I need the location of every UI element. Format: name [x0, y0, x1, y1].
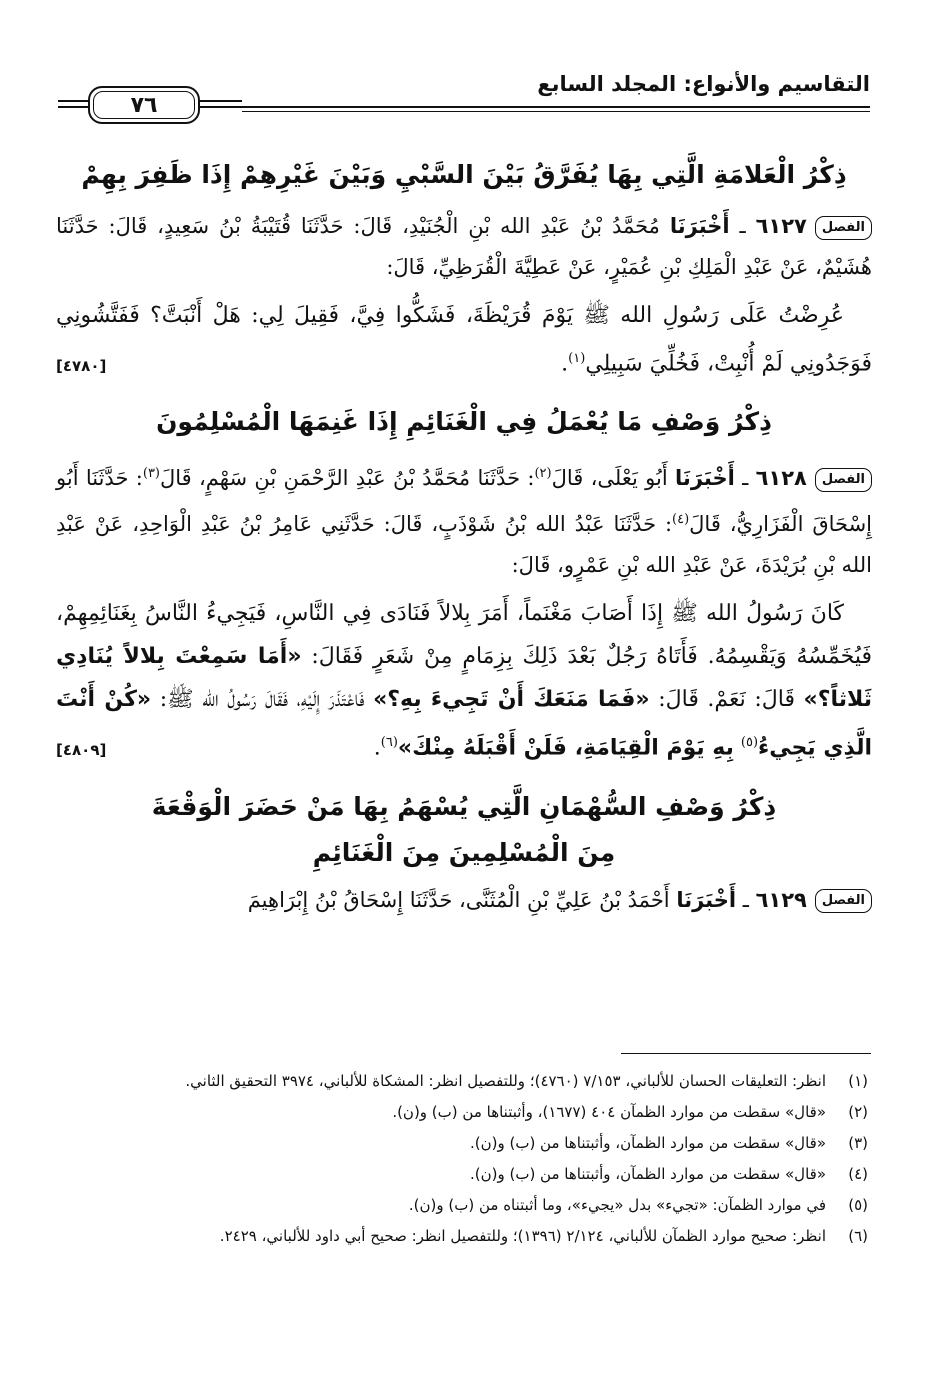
prophet-quote: بِهِ يَوْمَ الْقِيَامَةِ، فَلَنْ أَقْبَلَهُ مِنْكَ»: [397, 735, 734, 761]
footnote: [56, 1128, 868, 1159]
isnad-text: مُحَمَّدُ بْنُ عَبْدِ الله بْنِ الْجُنَيْدِ، قَالَ: حَدَّثَنَا قُتَيْبَةُ بْنُ سَعِيدٍ، قَالَ: حَدَّثَنَا هُشَيْمٌ، عَنْ عَبْدِ الْمَلِكِ بْنِ عُمَيْرٍ، عَنْ عَطِيَّةَ الْقُرَظِيِّ، قَالَ:: [56, 214, 872, 279]
footnote-text: «قال» سقطت من موارد الظمآن، وأثبتناها من (ب) و(ن).: [469, 1134, 826, 1152]
matn-end: .: [561, 351, 569, 377]
matn-text: قَالَ: نَعَمْ. قَالَ:: [658, 687, 795, 713]
hadith-matn: [56, 294, 872, 385]
footnote-marker: (٤): [672, 512, 690, 528]
fasl-badge: الفصل: [815, 889, 872, 913]
header-rule: [242, 111, 870, 112]
footnote-number: (٤): [848, 1165, 868, 1183]
footnotes: [56, 1066, 868, 1252]
footnote-text: «قال» سقطت من موارد الظمآن ٤٠٤ (١٦٧٧)، وأثبتناها من (ب) و(ن).: [392, 1103, 826, 1121]
section-heading-line: مِنَ الْمُسْلِمِينَ مِنَ الْغَنَائِمِ: [312, 837, 616, 867]
page-number: ٧٦: [130, 92, 158, 118]
matn-end: .: [373, 735, 381, 761]
footnote: [56, 1066, 868, 1097]
running-title: التقاسيم والأنواع: المجلد السابع: [537, 72, 870, 96]
footnote-text: انظر: التعليقات الحسان للألباني، ٧/١٥٣ (٤٧٦٠)؛ وللتفصيل انظر: المشكاة للألباني، ٣٩٧٤ التحقيق الثاني.: [185, 1072, 826, 1090]
page-number-frame: [88, 86, 200, 124]
isnad-text: : حَدَّثَنَا عَبْدُ الله بْنُ شَوْذَبٍ، قَالَ: حَدَّثَنِي عَامِرُ بْنُ عَبْدِ الْوَاحِدِ، عَنْ عَبْدِ الله بْنِ بُرَيْدَةَ، عَنْ عَبْدِ الله بْنِ عَمْرٍو، قَالَ:: [56, 512, 872, 578]
footnote-marker: (٣): [142, 466, 160, 482]
page-number-ornament-line: [58, 106, 88, 108]
footnote-marker: (٥): [740, 735, 759, 751]
akhbarana-label: أَخْبَرَنَا: [669, 214, 730, 238]
footnote-separator: [621, 1053, 871, 1054]
footnote-number: (٦): [848, 1227, 868, 1245]
prophet-quote: «فَمَا مَنَعَكَ أَنْ تَجِيءَ بِهِ؟»: [373, 687, 650, 713]
isnad-text: : حَدَّثَنَا أَبُو إِسْحَاقَ الْفَزَارِيُّ، قَالَ: [56, 466, 872, 537]
hadith-number: ٦١٢٧: [755, 214, 807, 238]
prophet-quote: «كُنْ أَنْتَ الَّذِي يَجِيءُ: [56, 687, 872, 761]
page-number-ornament-line: [200, 106, 242, 108]
hadith-number: ٦١٢٨: [755, 466, 807, 491]
footnote: [56, 1190, 868, 1221]
matn-text: عُرِضْتُ عَلَى رَسُولِ الله ﷺ يَوْمَ قُرَيْظَةَ، فَشَكُّوا فِيَّ، فَقِيلَ لِي: هَلْ أَنْبَتَّ؟ فَفَتَّشُونِي فَوَجَدُونِي لَمْ أُنْبِتْ، فَخُلِّيَ سَبِيلِي: [56, 303, 872, 377]
section-heading-line: ذِكْرُ وَصْفِ السُّهْمَانِ الَّتِي يُسْهَمُ بِهَا مَنْ حَضَرَ الْوَقْعَةَ: [151, 791, 777, 821]
section-heading: ذِكْرُ وَصْفِ مَا يُعْمَلُ فِي الْغَنَائِمِ إِذَا غَنِمَهَا الْمُسْلِمُونَ: [156, 407, 772, 437]
footnote-number: (٣): [848, 1134, 868, 1152]
header-rule: [242, 106, 870, 108]
footnote-number: (٢): [848, 1103, 868, 1121]
page-number-ornament-line: [200, 100, 242, 102]
page-number-ornament-line: [58, 100, 88, 102]
hadith-reference: [٤٧٨٠]: [56, 357, 107, 375]
footnote-marker: (٢): [534, 466, 552, 482]
main-text: [56, 148, 872, 927]
matn-text: كَانَ رَسُولُ الله ﷺ إِذَا أَصَابَ مَغْنَماً، أَمَرَ بِلالاً فَنَادَى فِي النَّاسِ، فَيَجِيءُ النَّاسُ بِغَنَائِمِهِمْ، فَيُخَمِّسُهُ وَيَقْسِمُهُ. فَأَتَاهُ رَجُلٌ بَعْدَ ذَلِكَ بِزِمَامٍ مِنْ شَعَرٍ فَقَالَ:: [56, 601, 872, 670]
hadith-isnad: الفصل٦١٢٩ ـ أَخْبَرَنَا أَحْمَدُ بْنُ عَلِيِّ بْنِ الْمُثَنَّى، حَدَّثَنَا إِسْحَاقُ بْنُ إِبْرَاهِيمَ: [56, 880, 872, 921]
footnote-number: (٥): [848, 1196, 868, 1214]
footnote: [56, 1221, 868, 1252]
matn-text: فَاعْتَذَرَ إِلَيْهِ، فَقَالَ رَسُولُ الله ﷺ:: [159, 687, 365, 713]
section-heading: [56, 784, 872, 876]
section-heading: ذِكْرُ الْعَلامَةِ الَّتِي بِهَا يُفَرَّقُ بَيْنَ السَّبْيِ وَبَيْنَ غَيْرِهِمْ إِذَا ظَفِرَ بِهِمْ: [81, 160, 847, 189]
isnad-text: أَحْمَدُ بْنُ عَلِيِّ بْنِ الْمُثَنَّى، حَدَّثَنَا إِسْحَاقُ بْنُ إِبْرَاهِيمَ: [247, 887, 670, 912]
akhbarana-label: أَخْبَرَنَا: [675, 466, 735, 491]
hadith-number: ٦١٢٩: [755, 887, 807, 912]
footnote-number: (١): [848, 1072, 868, 1090]
footnote: [56, 1159, 868, 1190]
isnad-text: أَبُو يَعْلَى، قَالَ: [551, 466, 668, 491]
page-header: [58, 62, 870, 128]
footnote-marker: (٦): [380, 735, 398, 751]
footnote-marker: (١): [568, 351, 586, 366]
prophet-quote: «أَمَا سَمِعْتَ بِلالاً يُنَادِي ثَلاثاً؟»: [56, 644, 873, 713]
isnad-text: : حَدَّثَنَا مُحَمَّدُ بْنُ عَبْدِ الرَّحْمَنِ بْنِ سَهْمٍ، قَالَ: [160, 466, 535, 491]
footnote-text: في موارد الظمآن: «تجيء» بدل «يجيء»، وما أثبتناه من (ب) و(ن).: [408, 1196, 826, 1214]
fasl-badge: الفصل: [815, 468, 872, 492]
hadith-reference: [٤٨٠٩]: [56, 741, 107, 760]
footnote: [56, 1097, 868, 1128]
hadith-matn: [56, 592, 872, 769]
footnote-text: انظر: صحيح موارد الظمآن للألباني، ٢/١٢٤ (١٣٩٦)؛ وللتفصيل انظر: صحيح أبي داود للألباني، ٢٤٢٩.: [219, 1227, 826, 1245]
akhbarana-label: أَخْبَرَنَا: [676, 887, 737, 912]
hadith-isnad: الفصل٦١٢٨ ـ أَخْبَرَنَا أَبُو يَعْلَى، قَالَ$^{(٢)}$: حَدَّثَنَا مُحَمَّدُ بْنُ عَبْدِ الرَّحْمَنِ بْنِ سَهْمٍ، قَالَ$^{(٣)}$: حَدَّثَنَا أَبُو إِسْحَاقَ الْفَزَارِيُّ، قَالَ$^{(٤)}$: حَدَّثَنَا عَبْدُ الله بْنُ شَوْذَبٍ، قَالَ: حَدَّثَنِي عَامِرُ بْنُ عَبْدِ الْوَاحِدِ، عَنْ عَبْدِ الله بْنِ بُرَيْدَةَ، عَنْ عَبْدِ الله بْنِ عَمْرٍو، قَالَ:: [56, 466, 872, 578]
hadith-isnad: الفصل٦١٢٧ ـ أَخْبَرَنَا مُحَمَّدُ بْنُ عَبْدِ الله بْنِ الْجُنَيْدِ، قَالَ: حَدَّثَنَا قُتَيْبَةُ بْنُ سَعِيدٍ، قَالَ: حَدَّثَنَا هُشَيْمٌ، عَنْ عَبْدِ الْمَلِكِ بْنِ عُمَيْرٍ، عَنْ عَطِيَّةَ الْقُرَظِيِّ، قَالَ:: [56, 214, 872, 279]
footnote-text: «قال» سقطت من موارد الظمآن، وأثبتناها من (ب) و(ن).: [469, 1165, 826, 1183]
fasl-badge: الفصل: [815, 216, 872, 240]
